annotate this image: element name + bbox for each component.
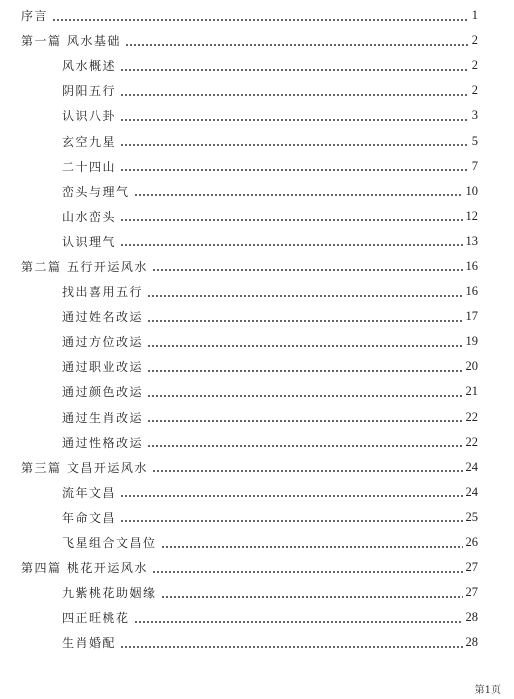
toc-entry-title: 通过颜色改运 [62, 385, 144, 400]
toc-section-entry [0, 430, 514, 455]
table-of-contents [0, 3, 514, 655]
toc-entry-title: 通过职业改运 [62, 360, 144, 375]
toc-dot-leader [120, 520, 462, 522]
toc-entry-title: 通过生肖改运 [62, 410, 144, 425]
toc-entry-title: 序言 [21, 9, 49, 24]
toc-entry-title: 年命文昌 [62, 510, 117, 525]
toc-entry-title: 认识理气 [62, 234, 117, 249]
toc-dot-leader [120, 94, 469, 96]
toc-section-entry [0, 530, 514, 555]
toc-chapter-entry [0, 254, 514, 279]
toc-dot-leader [120, 495, 462, 497]
toc-dot-leader [134, 194, 463, 196]
toc-entry-page-number: 25 [465, 509, 478, 524]
toc-entry-page-number: 22 [465, 434, 478, 449]
toc-dot-leader [152, 269, 463, 271]
toc-dot-leader [147, 420, 462, 422]
toc-entry-page-number: 27 [465, 585, 478, 600]
toc-entry-title: 生肖婚配 [62, 636, 117, 651]
toc-dot-leader [147, 295, 462, 297]
toc-entry-page-number: 20 [465, 359, 478, 374]
toc-section-entry [0, 279, 514, 304]
toc-section-entry [0, 53, 514, 78]
toc-section-entry [0, 329, 514, 354]
toc-chapter-entry [0, 455, 514, 480]
toc-dot-leader [120, 244, 462, 246]
toc-dot-leader [147, 395, 462, 397]
toc-section-entry [0, 379, 514, 404]
toc-entry-title: 九紫桃花助姻缘 [62, 586, 157, 601]
toc-entry-page-number: 17 [465, 309, 478, 324]
toc-entry-title: 通过方位改运 [62, 335, 144, 350]
toc-entry-page-number: 21 [465, 384, 478, 399]
toc-section-entry [0, 480, 514, 505]
toc-section-entry [0, 128, 514, 153]
toc-entry-title: 飞星组合文昌位 [62, 536, 157, 551]
toc-section-entry [0, 204, 514, 229]
toc-section-entry [0, 154, 514, 179]
toc-entry-page-number: 22 [465, 409, 478, 424]
toc-entry-title: 认识八卦 [62, 109, 117, 124]
toc-section-entry [0, 354, 514, 379]
toc-entry-page-number: 16 [465, 258, 478, 273]
toc-chapter-entry [0, 28, 514, 53]
toc-entry-page-number: 12 [465, 208, 478, 223]
toc-entry-page-number: 28 [465, 610, 478, 625]
toc-section-entry [0, 605, 514, 630]
toc-dot-leader [147, 345, 462, 347]
toc-entry-page-number: 13 [465, 233, 478, 248]
toc-entry-title: 流年文昌 [62, 485, 117, 500]
toc-section-entry [0, 405, 514, 430]
toc-section-entry [0, 304, 514, 329]
toc-dot-leader [147, 445, 462, 447]
toc-dot-leader [147, 320, 462, 322]
toc-entry-page-number: 1 [471, 8, 478, 23]
toc-entry-title: 峦头与理气 [62, 184, 130, 199]
page-number-footer: 第1页 [474, 685, 501, 696]
toc-entry-title: 第三篇 文昌开运风水 [21, 460, 148, 475]
toc-entry-page-number: 2 [471, 33, 478, 48]
toc-entry-title: 玄空九星 [62, 134, 117, 149]
toc-dot-leader [120, 646, 462, 648]
toc-entry-page-number: 27 [465, 560, 478, 575]
toc-entry-title: 风水概述 [62, 59, 117, 74]
toc-entry-title: 找出喜用五行 [62, 285, 144, 300]
toc-entry-page-number: 26 [465, 535, 478, 550]
toc-entry-page-number: 2 [471, 58, 478, 73]
toc-entry-title: 第一篇 风水基础 [21, 34, 121, 49]
toc-entry-title: 山水峦头 [62, 209, 117, 224]
toc-entry-page-number: 24 [465, 459, 478, 474]
toc-dot-leader [120, 119, 469, 121]
toc-dot-leader [152, 470, 463, 472]
toc-dot-leader [147, 370, 462, 372]
toc-section-entry [0, 78, 514, 103]
toc-entry-title: 第四篇 桃花开运风水 [21, 561, 148, 576]
toc-dot-leader [120, 69, 469, 71]
toc-entry-page-number: 7 [471, 158, 478, 173]
toc-entry-title: 第二篇 五行开运风水 [21, 259, 148, 274]
toc-entry-page-number: 5 [471, 133, 478, 148]
toc-entry-page-number: 24 [465, 484, 478, 499]
toc-dot-leader [125, 44, 469, 46]
toc-section-entry [0, 630, 514, 655]
toc-entry-page-number: 2 [471, 83, 478, 98]
toc-dot-leader [120, 144, 469, 146]
toc-dot-leader [52, 19, 469, 21]
toc-entry-title: 二十四山 [62, 159, 117, 174]
toc-entry-title: 通过性格改运 [62, 435, 144, 450]
toc-entry-title: 阴阳五行 [62, 84, 117, 99]
toc-dot-leader [152, 571, 463, 573]
toc-dot-leader [120, 169, 469, 171]
toc-section-entry [0, 103, 514, 128]
toc-section-entry [0, 580, 514, 605]
toc-section-entry [0, 229, 514, 254]
toc-dot-leader [134, 621, 463, 623]
toc-chapter-entry [0, 555, 514, 580]
toc-entry-title: 通过姓名改运 [62, 310, 144, 325]
toc-entry-page-number: 19 [465, 334, 478, 349]
toc-dot-leader [120, 219, 462, 221]
toc-chapter-entry [0, 3, 514, 28]
toc-entry-page-number: 16 [465, 284, 478, 299]
toc-entry-page-number: 10 [465, 183, 478, 198]
toc-section-entry [0, 505, 514, 530]
toc-entry-title: 四正旺桃花 [62, 611, 130, 626]
toc-entry-page-number: 28 [465, 635, 478, 650]
toc-section-entry [0, 179, 514, 204]
toc-dot-leader [161, 546, 463, 548]
toc-entry-page-number: 3 [471, 108, 478, 123]
toc-dot-leader [161, 596, 463, 598]
